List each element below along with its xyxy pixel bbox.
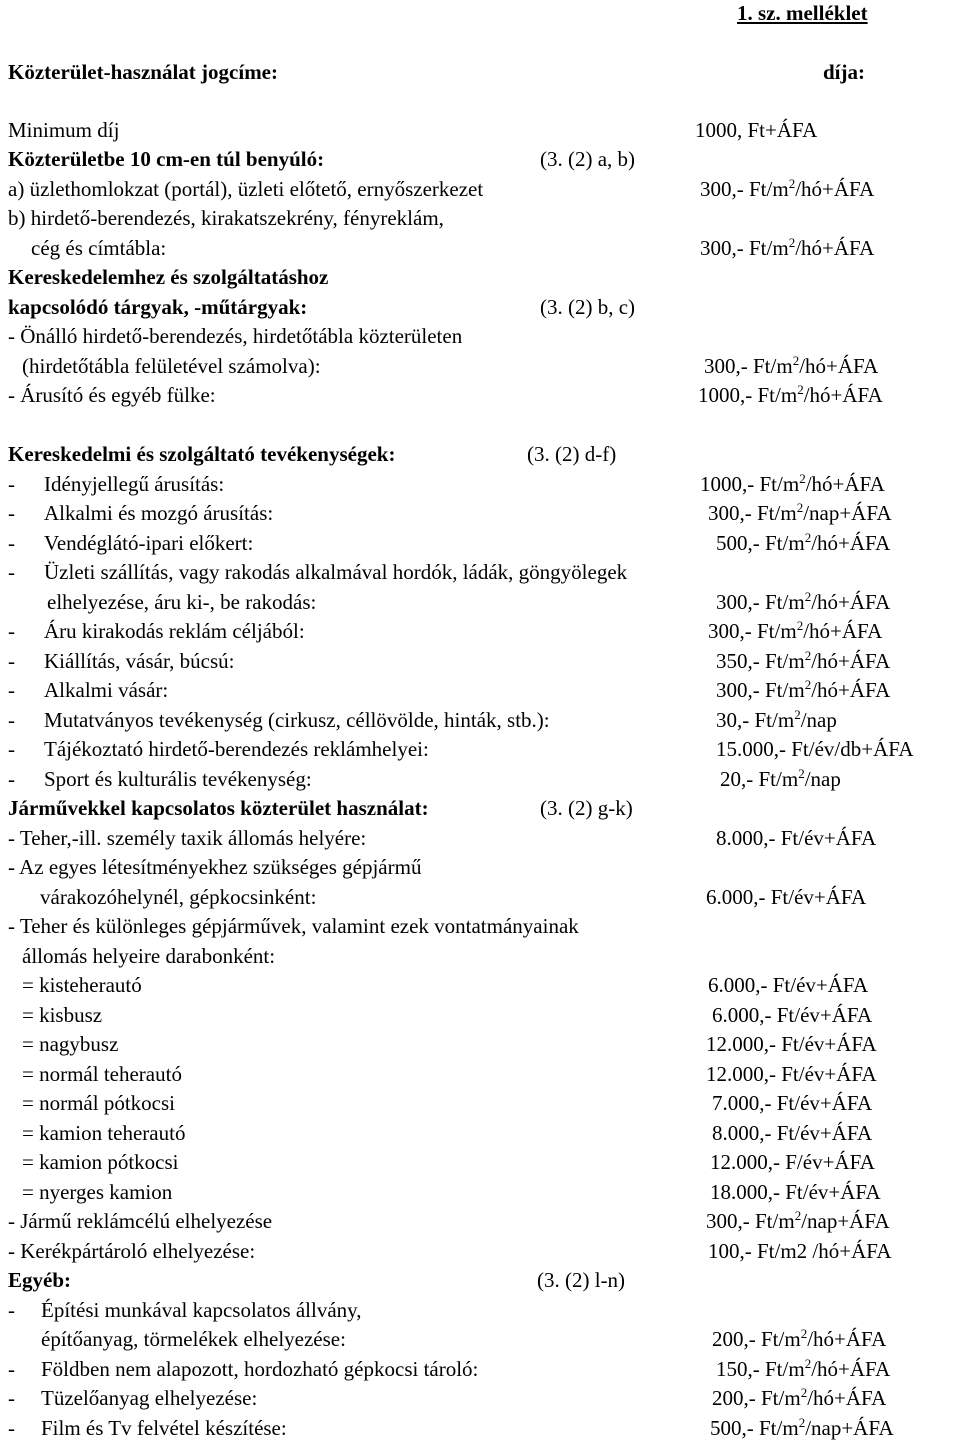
vehicle-bus-fee: 12.000,- Ft/év+ÁFA bbox=[706, 1032, 877, 1056]
item-exhibition-fee: 350,- $Ft/m^2/hó+ÁFA$ bbox=[716, 648, 891, 673]
section-vehicles-ref: (3. (2) g-k) bbox=[540, 796, 633, 820]
item-goods-display-label: Áru kirakodás reklám céljából: bbox=[44, 619, 305, 643]
section-trade-objects-title-2: kapcsolódó tárgyak, -műtárgyak: bbox=[8, 295, 308, 319]
minimum-fee-value: 1000, Ft+ÁFA bbox=[695, 118, 818, 142]
item-vehicle-ad-fee: 300,- $Ft/m^2/nap+ÁFA$ bbox=[706, 1208, 890, 1233]
item-taxi-fee: 8.000,- Ft/év+ÁFA bbox=[716, 826, 877, 850]
section-trade-objects-ref: (3. (2) b, c) bbox=[540, 295, 636, 319]
item-loading-label-2: elhelyezése, áru ki-, be rakodás: bbox=[47, 590, 317, 614]
item-bike-rack-fee: 100,- Ft/m2 /hó+ÁFA bbox=[708, 1239, 892, 1263]
list-dash: - bbox=[8, 1386, 15, 1410]
item-exhibition-label: Kiállítás, vásár, búcsú: bbox=[44, 649, 235, 673]
list-dash: - bbox=[8, 531, 15, 555]
vehicle-lorry-trailer-label: = kamion pótkocsi bbox=[22, 1150, 179, 1174]
item-mobile-sales-fee: 300,- $Ft/m^2/nap+ÁFA$ bbox=[708, 500, 892, 525]
item-scaffolding-label-1: Építési munkával kapcsolatos állvány, bbox=[41, 1298, 362, 1322]
section-protruding-title: Közterületbe 10 cm-en túl benyúló: bbox=[8, 147, 325, 171]
item-advert-fee: 300,- $Ft/m^2/hó+ÁFA$ bbox=[700, 235, 875, 260]
item-sport-culture-label: Sport és kulturális tevékenység: bbox=[44, 767, 312, 791]
item-parking-label-1: - Az egyes létesítményekhez szükséges gépjármű bbox=[8, 855, 422, 879]
list-dash: - bbox=[8, 501, 15, 525]
vehicle-lorry-fee: 8.000,- Ft/év+ÁFA bbox=[712, 1121, 873, 1145]
list-dash: - bbox=[8, 767, 15, 791]
item-bike-rack-label: - Kerékpártároló elhelyezése: bbox=[8, 1239, 256, 1263]
item-portable-garage-label: Földben nem alapozott, hordozható gépkocsi tároló: bbox=[41, 1357, 479, 1381]
item-scaffolding-fee: 200,- $Ft/m^2/hó+ÁFA$ bbox=[712, 1326, 887, 1351]
section-other-ref: (3. (2) l-n) bbox=[537, 1268, 626, 1292]
section-protruding-ref: (3. (2) a, b) bbox=[540, 147, 636, 171]
item-info-board-fee: 15.000,- Ft/év/db+ÁFA bbox=[716, 737, 914, 761]
item-advert-label-1: b) hirdető-berendezés, kirakatszekrény, fényreklám, bbox=[8, 206, 444, 230]
vehicle-truck-label: = normál teherautó bbox=[22, 1062, 182, 1086]
list-dash: - bbox=[8, 619, 15, 643]
vehicle-bus-label: = nagybusz bbox=[22, 1032, 119, 1056]
item-seasonal-label: Idényjellegű árusítás: bbox=[44, 472, 225, 496]
item-shopfront-fee: 300,- $Ft/m^2/hó+ÁFA$ bbox=[700, 176, 875, 201]
item-kiosk-fee: 1000,- $Ft/m^2/hó+ÁFA$ bbox=[698, 382, 883, 407]
list-dash: - bbox=[8, 708, 15, 732]
item-shopfront-label: a) üzlethomlokzat (portál), üzleti előtető, ernyőszerkezet bbox=[8, 177, 484, 201]
item-showmen-label: Mutatványos tevékenység (cirkusz, céllövölde, hinták, stb.): bbox=[44, 708, 550, 732]
vehicle-small-truck-label: = kisteherautó bbox=[22, 973, 142, 997]
list-dash: - bbox=[8, 737, 15, 761]
list-dash: - bbox=[8, 1416, 15, 1440]
vehicle-minibus-label: = kisbusz bbox=[22, 1003, 103, 1027]
vehicle-trailer-fee: 7.000,- Ft/év+ÁFA bbox=[712, 1091, 873, 1115]
vehicle-lorry-label: = kamion teherautó bbox=[22, 1121, 186, 1145]
section-other-title: Egyéb: bbox=[8, 1268, 71, 1292]
column-title-fee: díja: bbox=[823, 60, 865, 84]
item-taxi-label: - Teher,-ill. személy taxik állomás helyére: bbox=[8, 826, 367, 850]
section-trade-objects-title-1: Kereskedelemhez és szolgáltatáshoz bbox=[8, 265, 329, 289]
item-terrace-label: Vendéglátó-ipari előkert: bbox=[44, 531, 254, 555]
item-parking-fee: 6.000,- Ft/év+ÁFA bbox=[706, 885, 867, 909]
item-fuel-storage-fee: 200,- $Ft/m^2/hó+ÁFA$ bbox=[712, 1385, 887, 1410]
column-title-usage: Közterület-használat jogcíme: bbox=[8, 60, 278, 84]
item-goods-display-fee: 300,- $Ft/m^2/hó+ÁFA$ bbox=[708, 618, 883, 643]
list-dash: - bbox=[8, 678, 15, 702]
vehicle-lorry-trailer-fee: 12.000,- F/év+ÁFA bbox=[710, 1150, 875, 1174]
item-portable-garage-fee: 150,- $Ft/m^2/hó+ÁFA$ bbox=[716, 1356, 891, 1381]
item-billboard-label-2: (hirdetőtábla felületével számolva): bbox=[22, 354, 321, 378]
item-loading-label-1: Üzleti szállítás, vagy rakodás alkalmával hordók, ládák, göngyölegek bbox=[44, 560, 628, 584]
item-billboard-label-1: - Önálló hirdető-berendezés, hirdetőtábla közterületen bbox=[8, 324, 463, 348]
item-showmen-fee: 30,- $Ft/m^2$/nap bbox=[716, 707, 837, 732]
item-occasional-fair-label: Alkalmi vásár: bbox=[44, 678, 169, 702]
item-film-tv-fee: 500,- $Ft/m^2/nap+ÁFA$ bbox=[710, 1415, 894, 1440]
item-occasional-fair-fee: 300,- $Ft/m^2/hó+ÁFA$ bbox=[716, 677, 891, 702]
annex-label: 1. sz. melléklet bbox=[737, 1, 868, 25]
vehicle-truck-fee: 12.000,- Ft/év+ÁFA bbox=[706, 1062, 877, 1086]
list-dash: - bbox=[8, 472, 15, 496]
item-vehicle-ad-label: - Jármű reklámcélú elhelyezése bbox=[8, 1209, 273, 1233]
item-mobile-sales-label: Alkalmi és mozgó árusítás: bbox=[44, 501, 274, 525]
vehicle-trailer-label: = normál pótkocsi bbox=[22, 1091, 175, 1115]
item-info-board-label: Tájékoztató hirdető-berendezés reklámhelyei: bbox=[44, 737, 429, 761]
minimum-fee-label: Minimum díj bbox=[8, 118, 120, 142]
item-advert-label-2: cég és címtábla: bbox=[31, 236, 167, 260]
list-dash: - bbox=[8, 560, 15, 584]
list-dash: - bbox=[8, 1357, 15, 1381]
item-terrace-fee: 500,- $Ft/m^2/hó+ÁFA$ bbox=[716, 530, 891, 555]
item-scaffolding-label-2: építőanyag, törmelékek elhelyezése: bbox=[41, 1327, 346, 1351]
item-heavy-vehicles-label-2: állomás helyeire darabonként: bbox=[22, 944, 276, 968]
vehicle-small-truck-fee: 6.000,- Ft/év+ÁFA bbox=[708, 973, 869, 997]
item-billboard-fee: 300,- $Ft/m^2/hó+ÁFA$ bbox=[704, 353, 879, 378]
vehicle-minibus-fee: 6.000,- Ft/év+ÁFA bbox=[712, 1003, 873, 1027]
item-loading-fee: 300,- $Ft/m^2/hó+ÁFA$ bbox=[716, 589, 891, 614]
item-kiosk-label: - Árusító és egyéb fülke: bbox=[8, 383, 216, 407]
item-seasonal-fee: 1000,- $Ft/m^2/hó+ÁFA$ bbox=[700, 471, 885, 496]
vehicle-semi-truck-fee: 18.000,- Ft/év+ÁFA bbox=[710, 1180, 881, 1204]
list-dash: - bbox=[8, 649, 15, 673]
vehicle-semi-truck-label: = nyerges kamion bbox=[22, 1180, 173, 1204]
item-film-tv-label: Film és Tv felvétel készítése: bbox=[41, 1416, 287, 1440]
item-sport-culture-fee: 20,- $Ft/m^2$/nap bbox=[720, 766, 841, 791]
section-commercial-title: Kereskedelmi és szolgáltató tevékenységek: bbox=[8, 442, 396, 466]
section-vehicles-title: Járművekkel kapcsolatos közterület használat: bbox=[8, 796, 429, 820]
item-fuel-storage-label: Tüzelőanyag elhelyezése: bbox=[41, 1386, 258, 1410]
item-heavy-vehicles-label-1: - Teher és különleges gépjárművek, valamint ezek vontatmányainak bbox=[8, 914, 579, 938]
list-dash: - bbox=[8, 1298, 15, 1322]
item-parking-label-2: várakozóhelynél, gépkocsinként: bbox=[40, 885, 317, 909]
section-commercial-ref: (3. (2) d-f) bbox=[527, 442, 617, 466]
